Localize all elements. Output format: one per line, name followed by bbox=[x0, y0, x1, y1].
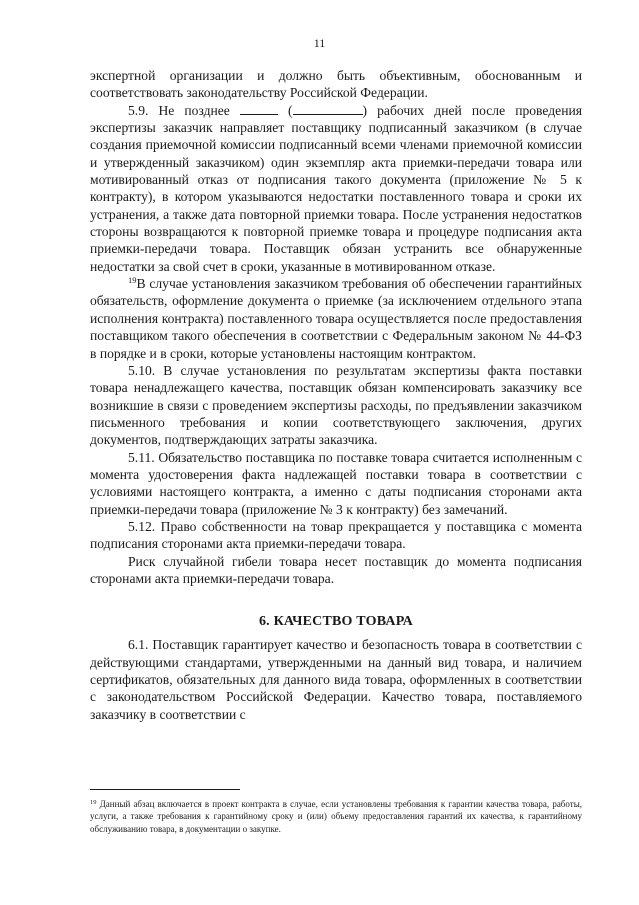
days-blank bbox=[240, 102, 278, 115]
footnote bbox=[90, 798, 582, 835]
paragraph-risk: Риск случайной гибели товара несет поставщик до момента подписания сторонами акта приемки-передачи товара. bbox=[90, 553, 582, 586]
paragraph-intro: экспертной организации и должно быть объективным, обоснованным и соответствовать законодательству Российской Федерации. bbox=[90, 68, 582, 101]
paragraph-5-9-paren: ( bbox=[288, 102, 293, 118]
paragraph-6-1: 6.1. Поставщик гарантирует качество и безопасность товара в соответствии с действующими стандартами, утвержденными на данный вид товара, и наличием сертификатов, обязательных для данного вида товара, оформленных в соответствии с законодательством Российской Федерации. Качество товара, поставляемого заказчику в соответствии с bbox=[90, 637, 582, 722]
paragraph-footnoted-text: В случае установления заказчиком требования об обеспечении гарантийных обязательств, оформление документа о приемке (за исключением отдельного этапа исполнения контракта) поставленного товара осуществляется после предоставления поставщиком такого обеспечения в соответствии с Федеральным законом № 44-ФЗ в порядке и в сроки, которые установлены настоящим контрактом. bbox=[90, 276, 582, 361]
paragraph-5-11: 5.11. Обязательство поставщика по поставке товара считается исполненным с момента удостоверения факта надлежащей поставки товара в соответствии с условиями настоящего контракта, а именно с даты подписания сторонами акта приемки-передачи товара (приложение № 3 к контракту) без замечаний. bbox=[90, 449, 582, 517]
footnote-text: Данный абзац включается в проект контракта в случае, если установлены требования к гарантии качества товара, работы, услуги, а также требования к гарантийному сроку и (или) объему предоставления гарантий их качества, к гарантийному обслуживанию товара, в документации о закупке. bbox=[90, 799, 582, 834]
footnote-divider bbox=[90, 789, 240, 790]
paragraph-5-9 bbox=[90, 102, 582, 275]
paragraph-5-9-rest: ) рабочих дней после проведения экспертизы заказчик направляет поставщику подписанный заказчиком (в случае создания приемочной комиссии подписанный всеми членами приемочной комиссии и утвержденный заказчиком) один экземпляр акта приемки-передачи товара или мотивированный отказ от подписания такого документа (приложение № 5 к контракту), в котором указываются недостатки поставленного товара и сроки их устранения, а также дата повторной приемки товара. После устранения недостатков стороны возвращаются к повторной приемке товара и процедуре подписания акта приемки-передачи товара. Поставщик обязан устранить все обнаруженные недостатки за свой счет в сроки, указанные в мотивированном отказе. bbox=[90, 102, 583, 274]
paragraph-5-9-start: 5.9. Не позднее bbox=[128, 102, 230, 118]
footnote-ref: 19 bbox=[128, 275, 137, 286]
paragraph-5-10: 5.10. В случае установления по результатам экспертизы факта поставки товара ненадлежащего качества, поставщик обязан компенсировать заказчику все возникшие в связи с проведением экспертизы расходы, по предъявлении заказчиком письменного требования и копии соответствующего заключения, других документов, подтверждающих затраты заказчика. bbox=[90, 362, 582, 448]
page-number: 11 bbox=[313, 36, 326, 50]
document-body bbox=[90, 67, 582, 723]
paragraph-footnoted bbox=[90, 275, 582, 362]
section-gap bbox=[90, 587, 582, 603]
footnote-marker: 19 bbox=[90, 799, 97, 806]
section-heading-quality: 6. КАЧЕСТВО ТОВАРА bbox=[258, 614, 413, 630]
paragraph-5-12: 5.12. Право собственности на товар прекращается у поставщика с момента подписания сторонами акта приемки-передачи товара. bbox=[90, 518, 582, 552]
days-words-blank bbox=[293, 102, 363, 115]
